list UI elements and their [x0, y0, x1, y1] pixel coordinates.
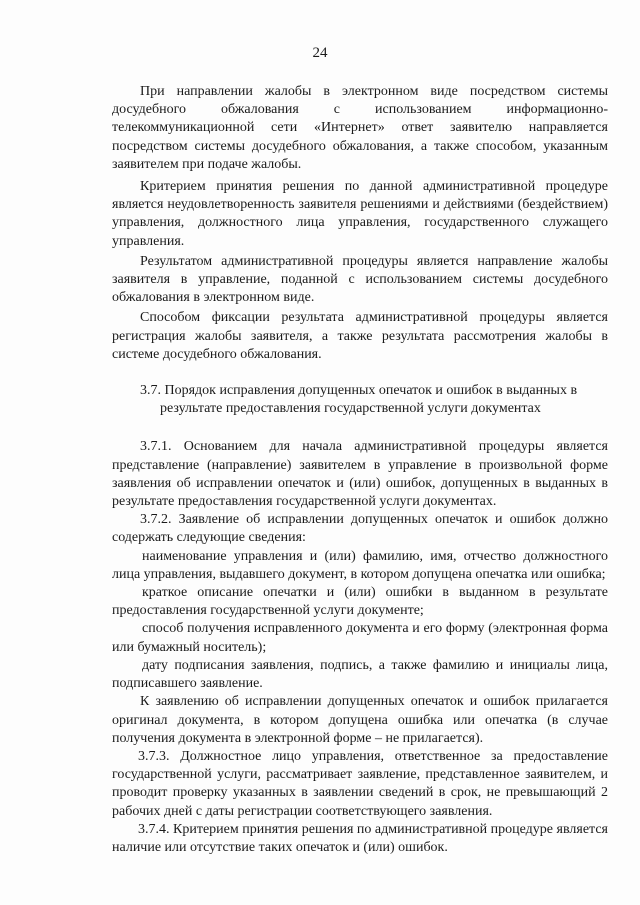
list-item-requirement: дату подписания заявления, подпись, а также фамилию и инициалы лица, подписавшего заявление.	[112, 657, 608, 692]
paragraph-decision-criterion: Критерием принятия решения по данной административной процедуре является неудовлетворенность заявителя решениями и действиями (бездействием) управления, должностного лица управления, государственного служащего управления.	[112, 179, 608, 249]
paragraph-3-7-3: 3.7.3. Должностное лицо управления, ответственное за предоставление государственной услуги, рассматривает заявление, представленное заявителем, и проводит проверку указанных в заявлении сведений в срок, не превышающий 2 рабочих дней с даты регистрации соответствующего заявления.	[112, 748, 608, 819]
paragraph-3-7-2: 3.7.2. Заявление об исправлении допущенных опечаток и ошибок должно содержать следующие сведения:	[112, 512, 608, 546]
paragraph-result-fixation: Способом фиксации результата административной процедуры является регистрация жалобы заявителя, а также результата рассмотрения жалобы в системе досудебного обжалования.	[112, 310, 608, 362]
paragraph-attachment: К заявлению об исправлении допущенных опечаток и ошибок прилагается оригинал документа, в котором допущена ошибка или опечатка (в случае получения документа в электронной форме – не прилагается).	[112, 694, 608, 746]
document-body	[112, 83, 608, 857]
paragraph-electronic-complaint: При направлении жалобы в электронном виде посредством системы досудебного обжалования с использованием информационно-телекоммуникационной сети «Интернет» ответ заявителю направляется посредством системы досудебного обжалования, а также способом, указанным заявителем при подаче жалобы.	[112, 84, 608, 172]
list-item-requirement: способ получения исправленного документа и его форму (электронная форма или бумажный носитель);	[112, 621, 608, 655]
list-item-requirement: наименование управления и (или) фамилию, имя, отчество должностного лица управления, выдавшего документ, в котором допущена опечатка или ошибка;	[112, 548, 608, 582]
list-item-requirement: краткое описание опечатки и (или) ошибки в выданном в результате предоставления государственной услуги документе;	[112, 585, 608, 619]
section-heading-line-2: результате предоставления государственной услуги документах	[160, 401, 541, 417]
section-heading-line-1: 3.7. Порядок исправления допущенных опечаток и ошибок в выданных в	[140, 383, 578, 399]
paragraph-procedure-result: Результатом административной процедуры является направление жалобы заявителя в управление, поданной с использованием системы досудебного обжалования в электронном виде.	[112, 253, 608, 306]
paragraph-3-7-4: 3.7.4. Критерием принятия решения по административной процедуре является наличие или отсутствие таких опечаток и (или) ошибок.	[112, 821, 608, 855]
page-number: 24	[312, 45, 328, 61]
paragraph-3-7-1: 3.7.1. Основанием для начала административной процедуры является представление (направление) заявителем в управление в произвольной форме заявления об исправлении опечаток и (или) ошибок, допущенных в выданных в результате предоставления государственной услуги документах.	[112, 439, 608, 510]
section-heading-3-7	[112, 382, 608, 418]
